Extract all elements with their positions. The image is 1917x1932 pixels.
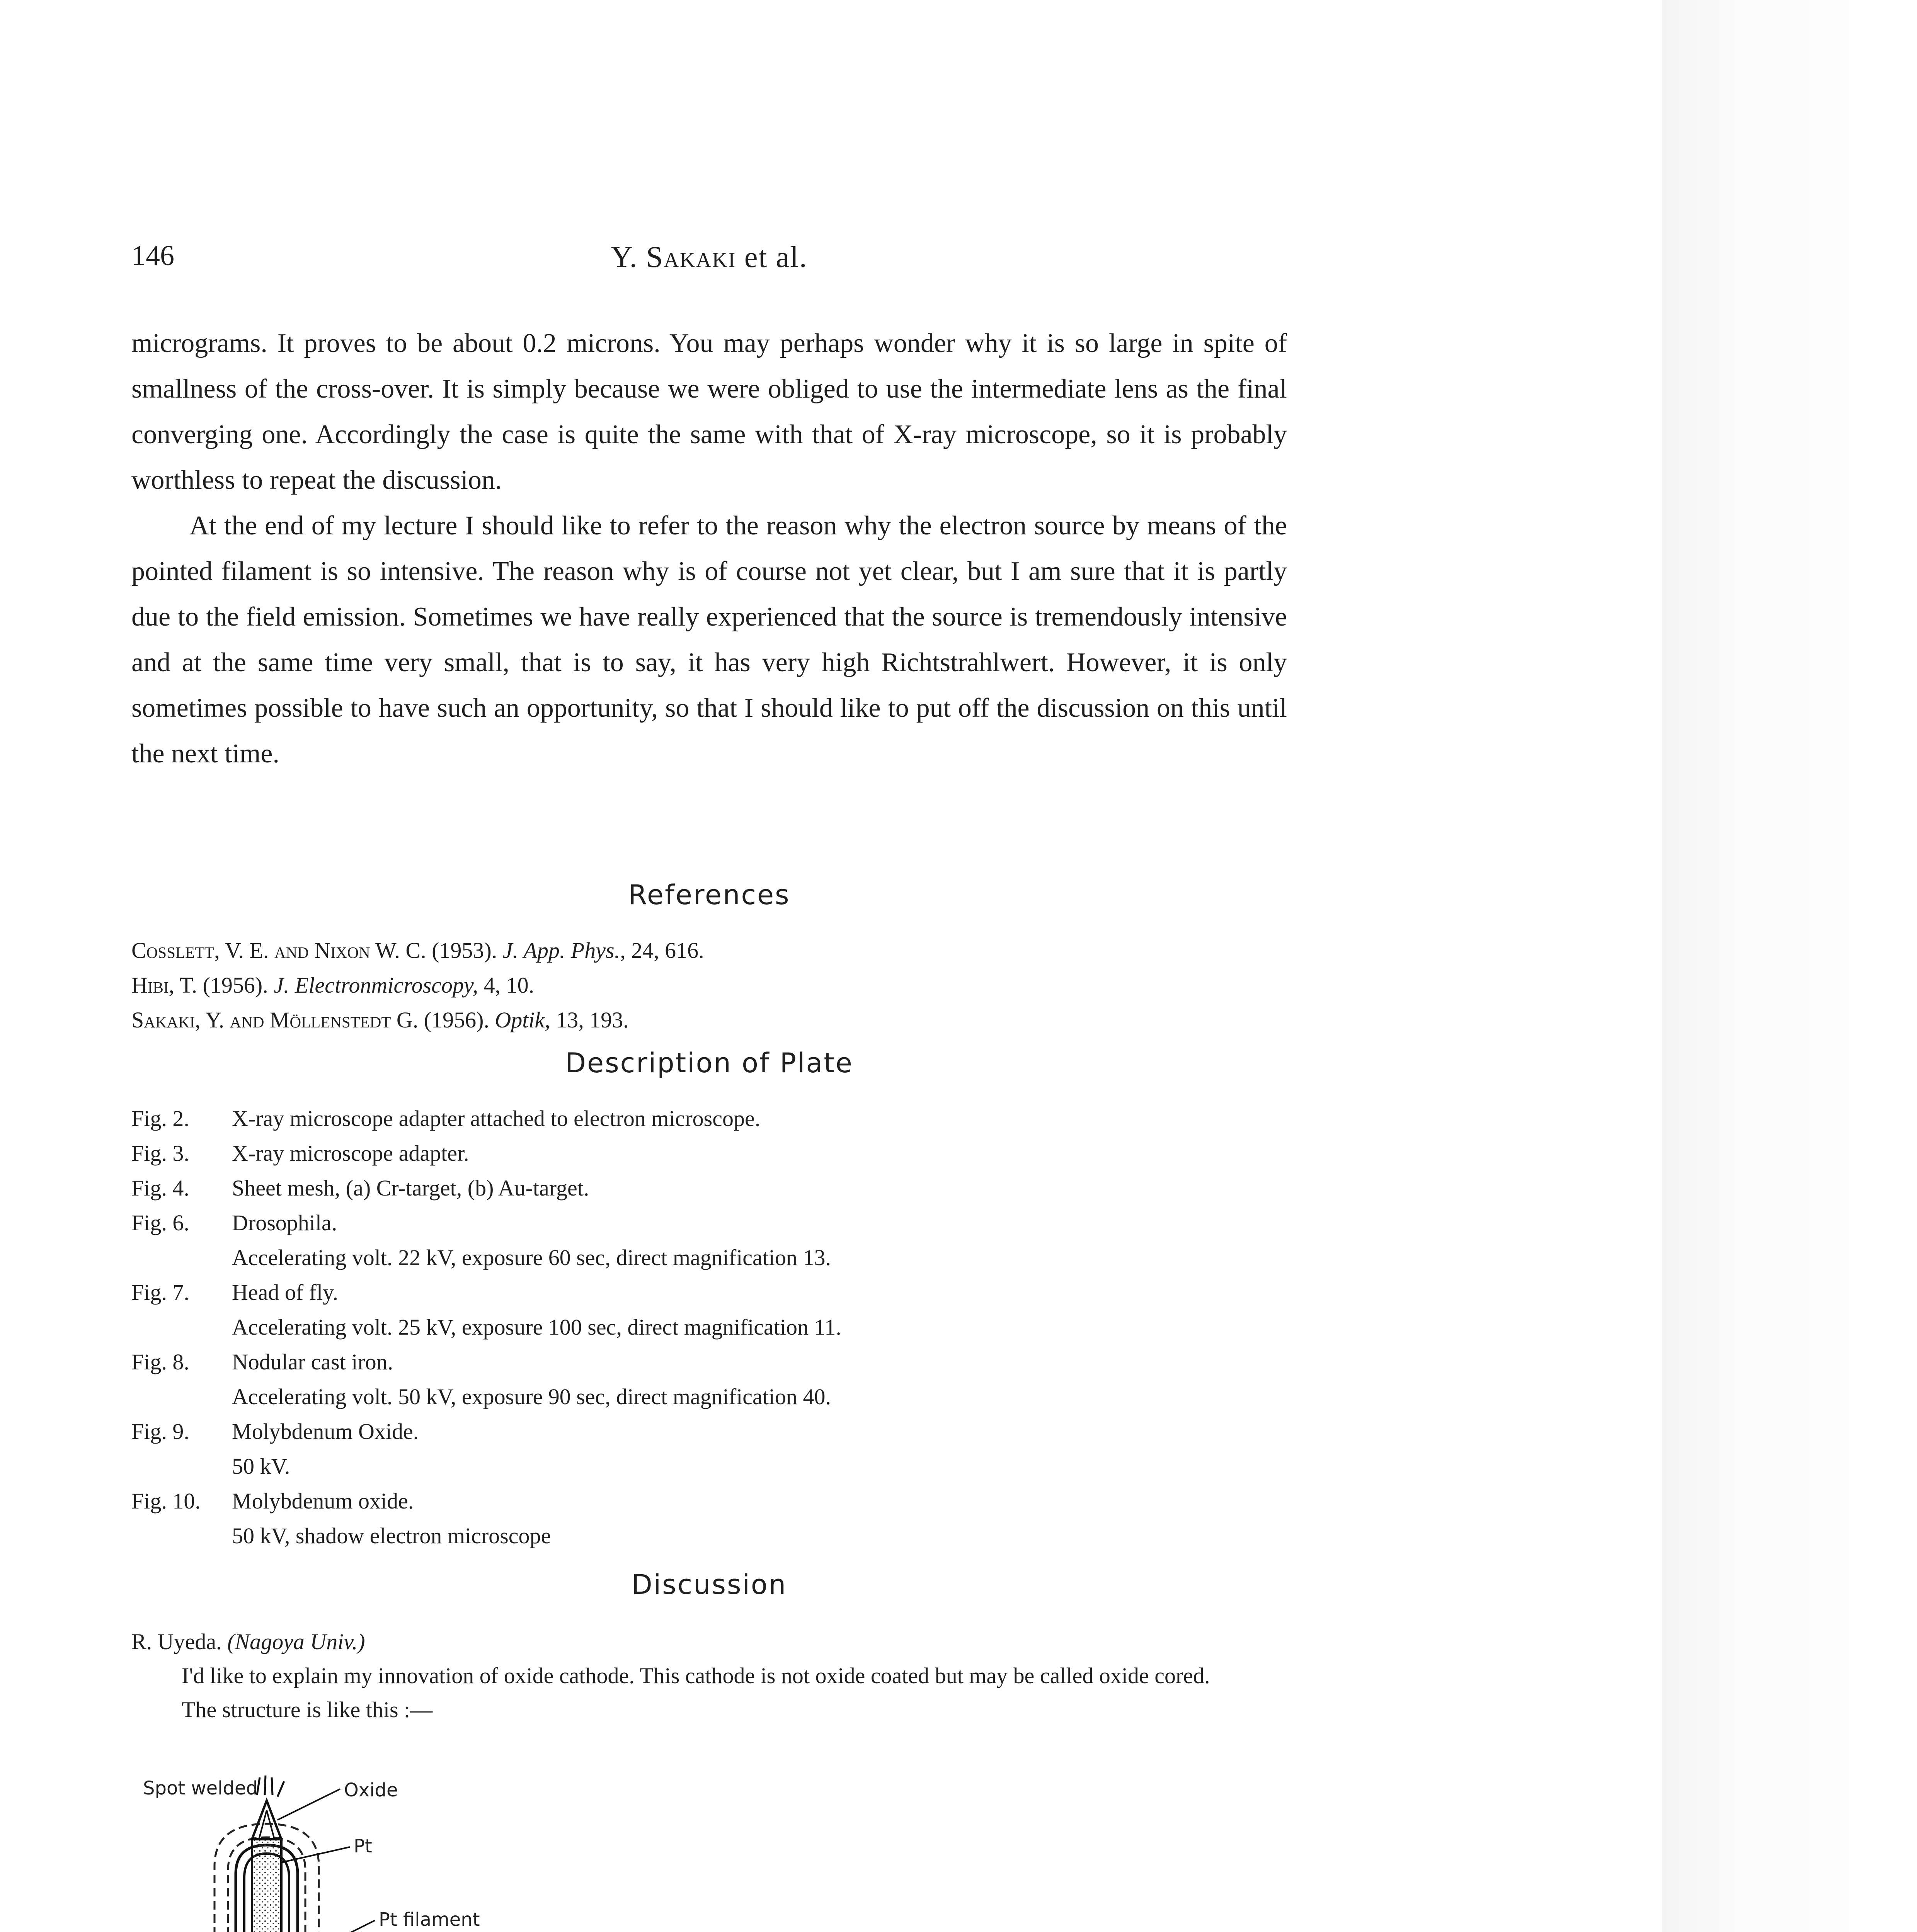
label-oxide: Oxide	[344, 1779, 398, 1801]
author-initial: Y.	[611, 240, 638, 274]
plate-item: Fig. 7. Head of fly.	[131, 1280, 338, 1305]
cathode-diagram	[139, 1774, 603, 1932]
plate-detail: Accelerating volt. 50 kV, exposure 90 sec, direct magnification 40.	[232, 1384, 831, 1409]
plate-detail: Accelerating volt. 22 kV, exposure 60 sec, direct magnification 13.	[232, 1245, 831, 1270]
plate-item: Fig. 6. Drosophila.	[131, 1210, 337, 1235]
running-header	[131, 240, 1287, 282]
label-spot-welded: Spot welded	[143, 1777, 258, 1799]
speaker: R. Uyeda.	[131, 1629, 222, 1654]
plates-list	[131, 1101, 1287, 1553]
page-number: 146	[131, 240, 174, 272]
paragraph: At the end of my lecture I should like to refer to the reason why the electron source by means of the pointed filament is so intensive. The reason why is of course not yet clear, but I am sure that it is partly due to the field emission. Sometimes we have really experienced that the source is tremendously intensive and at the same time very small, that is to say, it has very high Richtstrahlwert. However, it is only sometimes possible to have such an opportunity, so that I should like to put off the discussion on this until the next time.	[131, 511, 1287, 769]
author-suffix: et al.	[744, 240, 808, 274]
paragraph: micrograms. It proves to be about 0.2 microns. You may perhaps wonder why it is so large in spite of smallness of the cross-over. It is simply because we were obliged to use the intermediate lens as the final converging one. Accordingly the case is quite the same with that of X-ray microscope, so it is probably worthless to repeat the discussion.	[131, 328, 1287, 495]
plates-heading: Description of Plate	[565, 1047, 853, 1079]
running-title	[131, 240, 1287, 274]
body-text	[131, 321, 1287, 777]
label-pt: Pt	[354, 1835, 372, 1857]
plate-item: Fig. 10. Molybdenum oxide.	[131, 1488, 414, 1514]
discussion-paragraph: The structure is like this :—	[182, 1697, 433, 1722]
affiliation: (Nagoya Univ.)	[227, 1629, 365, 1654]
reference-item: Sakaki, Y. and Möllenstedt G. (1956). Optik, 13, 193.	[131, 1007, 629, 1032]
plate-item: Fig. 9. Molybdenum Oxide.	[131, 1419, 419, 1444]
plate-item: Fig. 3. X-ray microscope adapter.	[131, 1141, 469, 1166]
reference-item: Cosslett, V. E. and Nixon W. C. (1953). J. App. Phys., 24, 616.	[131, 938, 704, 963]
plate-detail: 50 kV, shadow electron microscope	[232, 1523, 551, 1548]
references-heading: References	[628, 879, 790, 911]
label-pt-filament: Pt filament	[379, 1909, 480, 1930]
plate-item: Fig. 2. X-ray microscope adapter attached to electron microscope.	[131, 1106, 761, 1131]
plate-detail: 50 kV.	[232, 1454, 290, 1479]
discussion-paragraph: I'd like to explain my innovation of oxide cathode. This cathode is not oxide coated but may be called oxide cored.	[182, 1663, 1210, 1688]
references-list	[131, 933, 1287, 1037]
reference-item: Hibi, T. (1956). J. Electronmicroscopy, 4, 10.	[131, 973, 535, 998]
plate-item: Fig. 8. Nodular cast iron.	[131, 1349, 393, 1374]
speaker-line	[131, 1625, 1299, 1659]
discussion-heading: Discussion	[631, 1569, 787, 1600]
plate-item: Fig. 4. Sheet mesh, (a) Cr-target, (b) Au-target.	[131, 1175, 589, 1201]
page-edge-shadow	[1662, 0, 1917, 1932]
author-surname: Sakaki	[646, 240, 736, 274]
plate-detail: Accelerating volt. 25 kV, exposure 100 sec, direct magnification 11.	[232, 1315, 841, 1340]
discussion-text	[131, 1625, 1299, 1727]
